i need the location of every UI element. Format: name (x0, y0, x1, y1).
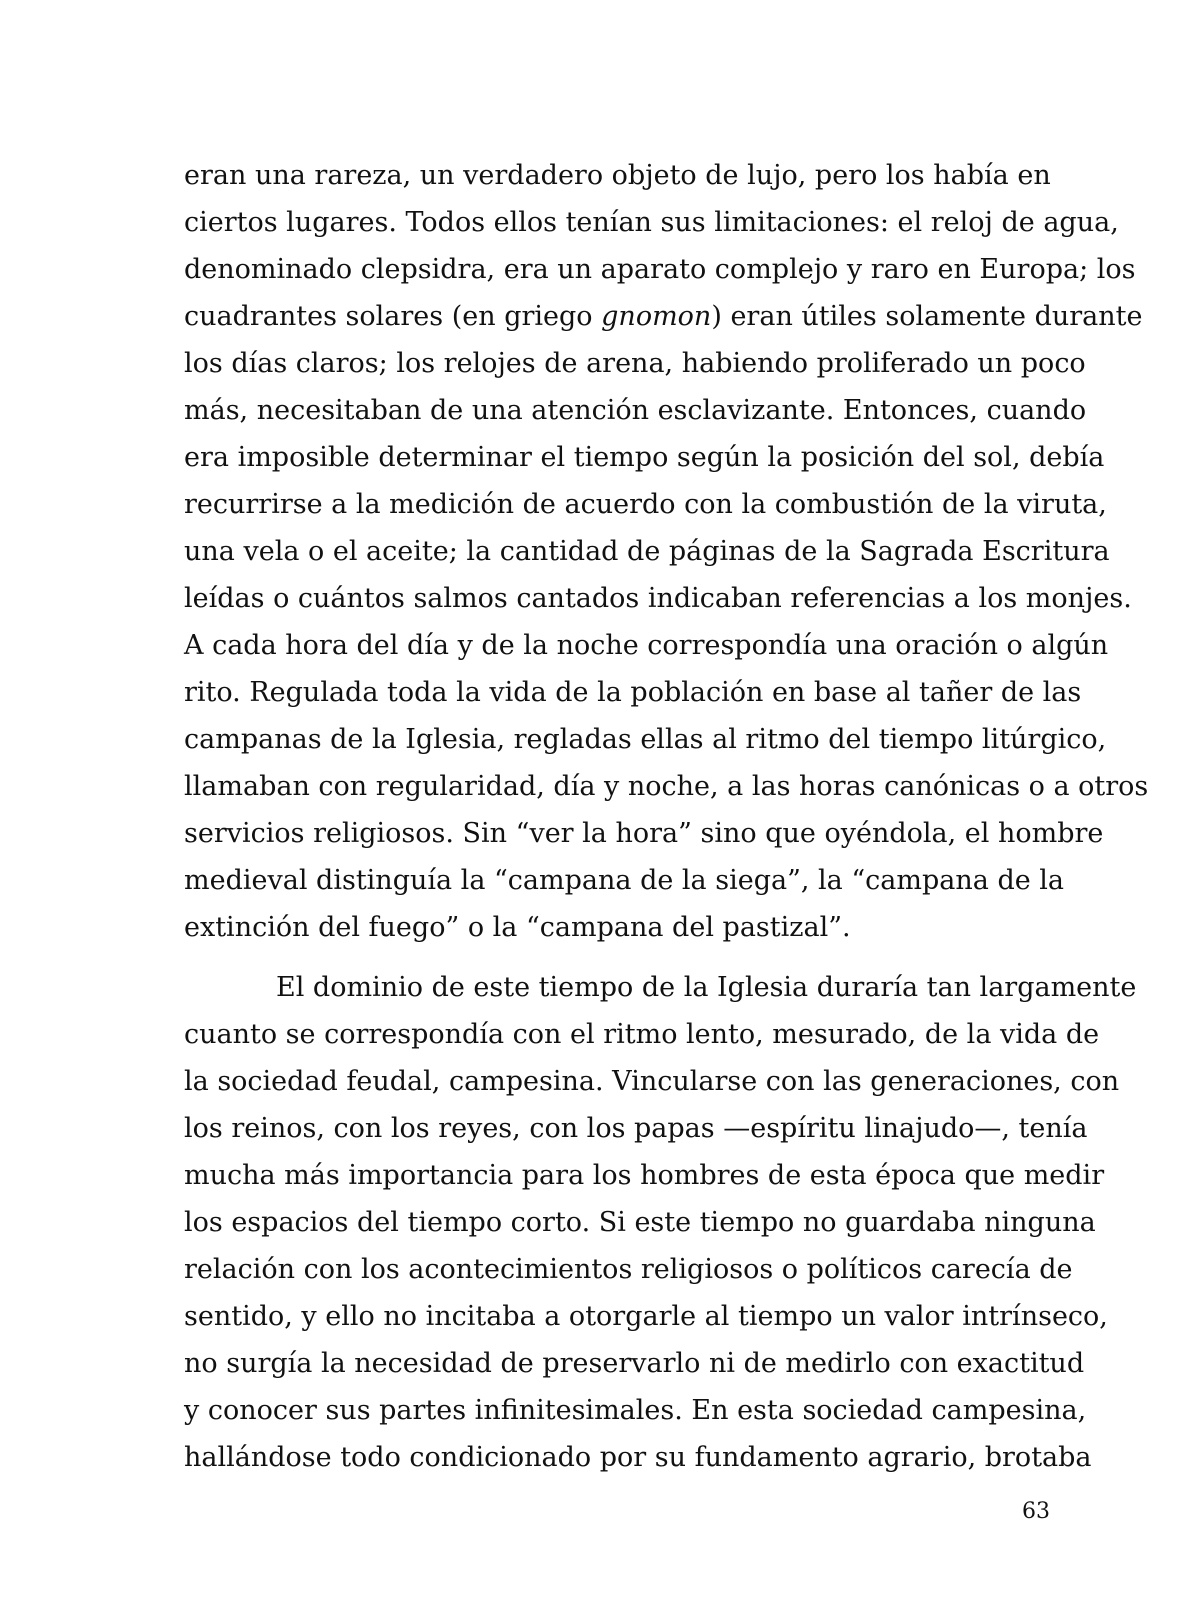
text-line: medieval distinguía la “campana de la siega”, la “campana de la (184, 865, 1065, 896)
text-line: rito. Regulada toda la vida de la población en base al tañer de las (184, 677, 1082, 708)
body-text (184, 152, 1149, 1481)
text-line: no surgía la necesidad de preservarlo ni de medirlo con exactitud (184, 1348, 1085, 1379)
text-line: y conocer sus partes infinitesimales. En esta sociedad campesina, (184, 1395, 1087, 1426)
text-line: eran una rareza, un verdadero objeto de lujo, pero los había en (184, 160, 1051, 191)
text-line: hallándose todo condicionado por su fundamento agrario, brotaba (184, 1442, 1092, 1473)
text-line: denominado clepsidra, era un aparato complejo y raro en Europa; los (184, 254, 1136, 285)
text-line: sentido, y ello no incitaba a otorgarle al tiempo un valor intrínseco, (184, 1301, 1108, 1332)
text-line: recurrirse a la medición de acuerdo con la combustión de la viruta, (184, 489, 1107, 520)
text-span: ) (711, 301, 722, 332)
text-line: mucha más importancia para los hombres de esta época que medir (184, 1160, 1105, 1191)
text-line: servicios religiosos. Sin “ver la hora” sino que oyéndola, el hombre (184, 818, 1104, 849)
text-span: cuadrantes solares (en griego (184, 301, 602, 332)
text-line: más, necesitaban de una atención esclavizante. Entonces, cuando (184, 395, 1087, 426)
page-number: 63 (1022, 1499, 1050, 1524)
text-line: la sociedad feudal, campesina. Vincularse con las generaciones, con (184, 1066, 1120, 1097)
text-line: relación con los acontecimientos religiosos o políticos carecía de (184, 1254, 1073, 1285)
text-line: llamaban con regularidad, día y noche, a las horas canónicas o a otros (184, 771, 1149, 802)
paragraph-2 (184, 964, 1137, 1481)
italic-term: gnomon (601, 301, 712, 332)
text-line: una vela o el aceite; la cantidad de páginas de la Sagrada Escritura (184, 536, 1110, 567)
text-span: eran útiles solamente durante (721, 301, 1143, 332)
text-line: los espacios del tiempo corto. Si este tiempo no guardaba ninguna (184, 1207, 1096, 1238)
text-line: cuanto se correspondía con el ritmo lento, mesurado, de la vida de (184, 1019, 1100, 1050)
text-line: extinción del fuego” o la “campana del pastizal”. (184, 912, 851, 943)
text-line: ciertos lugares. Todos ellos tenían sus limitaciones: el reloj de agua, (184, 207, 1119, 238)
text-line (184, 293, 1143, 340)
text-line: los reinos, con los reyes, con los papas —espíritu linajudo—, tenía (184, 1113, 1088, 1144)
text-line: los días claros; los relojes de arena, habiendo proliferado un poco (184, 348, 1086, 379)
text-line: leídas o cuántos salmos cantados indicaban referencias a los monjes. (184, 583, 1132, 614)
text-line: era imposible determinar el tiempo según la posición del sol, debía (184, 442, 1105, 473)
text-line: campanas de la Iglesia, regladas ellas al ritmo del tiempo litúrgico, (184, 724, 1107, 755)
text-line: El dominio de este tiempo de la Iglesia duraría tan largamente (276, 972, 1137, 1003)
paragraph-gap (184, 951, 1050, 964)
paragraph-1 (184, 152, 1149, 951)
text-line: A cada hora del día y de la noche correspondía una oración o algún (184, 630, 1109, 661)
